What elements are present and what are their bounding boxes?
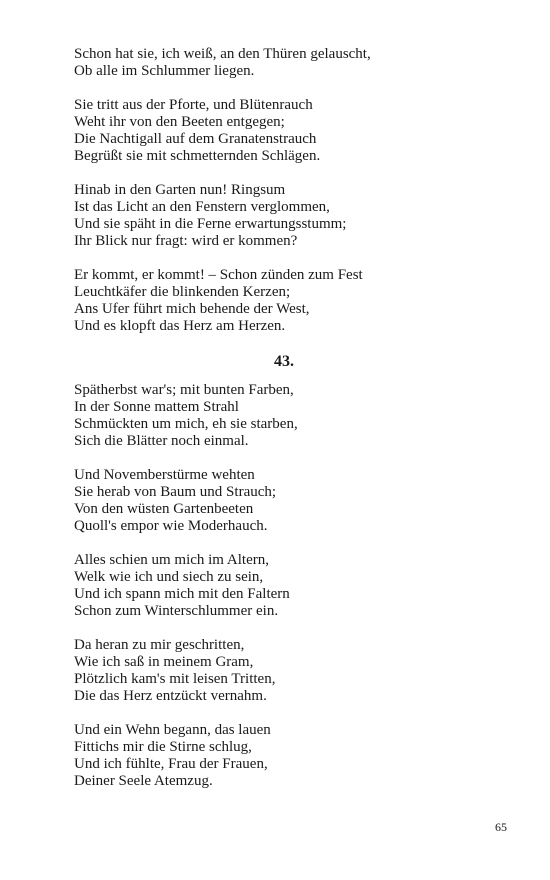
- verse-line: Quoll's empor wie Moderhauch.: [74, 518, 268, 534]
- verse-line: Ans Ufer führt mich behende der West,: [74, 301, 310, 317]
- verse-line: Begrüßt sie mit schmetternden Schlägen.: [74, 148, 321, 164]
- verse-line: Sich die Blätter noch einmal.: [74, 433, 249, 449]
- verse-line: Und Novemberstürme wehten: [74, 467, 255, 483]
- stanza: [74, 267, 494, 335]
- verse-line: Ist das Licht an den Fenstern verglommen,: [74, 199, 330, 215]
- verse-line: Die Nachtigall auf dem Granatenstrauch: [74, 131, 317, 147]
- stanza: [74, 467, 494, 535]
- verse-line: Spätherbst war's; mit bunten Farben,: [74, 382, 294, 398]
- poem-42-continuation: [74, 46, 494, 335]
- page-number: 65: [495, 820, 507, 834]
- verse-line: Er kommt, er kommt! – Schon zünden zum Fest: [74, 267, 363, 283]
- stanza: [74, 46, 494, 80]
- verse-line: Leuchtkäfer die blinkenden Kerzen;: [74, 284, 291, 300]
- verse-line: Schon hat sie, ich weiß, an den Thüren gelauscht,: [74, 46, 371, 62]
- verse-line: Ob alle im Schlummer liegen.: [74, 63, 255, 79]
- verse-line: Sie herab von Baum und Strauch;: [74, 484, 277, 500]
- verse-line: Plötzlich kam's mit leisen Tritten,: [74, 671, 276, 687]
- verse-line: Da heran zu mir geschritten,: [74, 637, 245, 653]
- stanza: [74, 552, 494, 620]
- verse-line: Und es klopft das Herz am Herzen.: [74, 318, 286, 334]
- verse-line: Und sie späht in die Ferne erwartungsstumm;: [74, 216, 347, 232]
- verse-line: Ihr Blick nur fragt: wird er kommen?: [74, 233, 298, 249]
- verse-line: Und ich spann mich mit den Faltern: [74, 586, 290, 602]
- verse-line: Wie ich saß in meinem Gram,: [74, 654, 254, 670]
- verse-line: Weht ihr von den Beeten entgegen;: [74, 114, 285, 130]
- verse-line: Schon zum Winterschlummer ein.: [74, 603, 279, 619]
- stanza: [74, 182, 494, 250]
- verse-line: Fittichs mir die Stirne schlug,: [74, 739, 252, 755]
- stanza: [74, 637, 494, 705]
- stanza: [74, 722, 494, 790]
- verse-line: Von den wüsten Gartenbeeten: [74, 501, 254, 517]
- stanza: [74, 382, 494, 450]
- verse-line: Hinab in den Garten nun! Ringsum: [74, 182, 286, 198]
- verse-line: Und ich fühlte, Frau der Frauen,: [74, 756, 268, 772]
- verse-line: Schmückten um mich, eh sie starben,: [74, 416, 298, 432]
- poem-43: [74, 382, 494, 790]
- verse-line: Alles schien um mich im Altern,: [74, 552, 269, 568]
- verse-line: Welk wie ich und siech zu sein,: [74, 569, 264, 585]
- poem-number-heading: 43.: [274, 353, 294, 370]
- verse-line: Deiner Seele Atemzug.: [74, 773, 213, 789]
- stanza: [74, 97, 494, 165]
- page-body: [74, 46, 494, 807]
- verse-line: Die das Herz entzückt vernahm.: [74, 688, 267, 704]
- verse-line: In der Sonne mattem Strahl: [74, 399, 239, 415]
- verse-line: Und ein Wehn begann, das lauen: [74, 722, 271, 738]
- verse-line: Sie tritt aus der Pforte, und Blütenrauch: [74, 97, 313, 113]
